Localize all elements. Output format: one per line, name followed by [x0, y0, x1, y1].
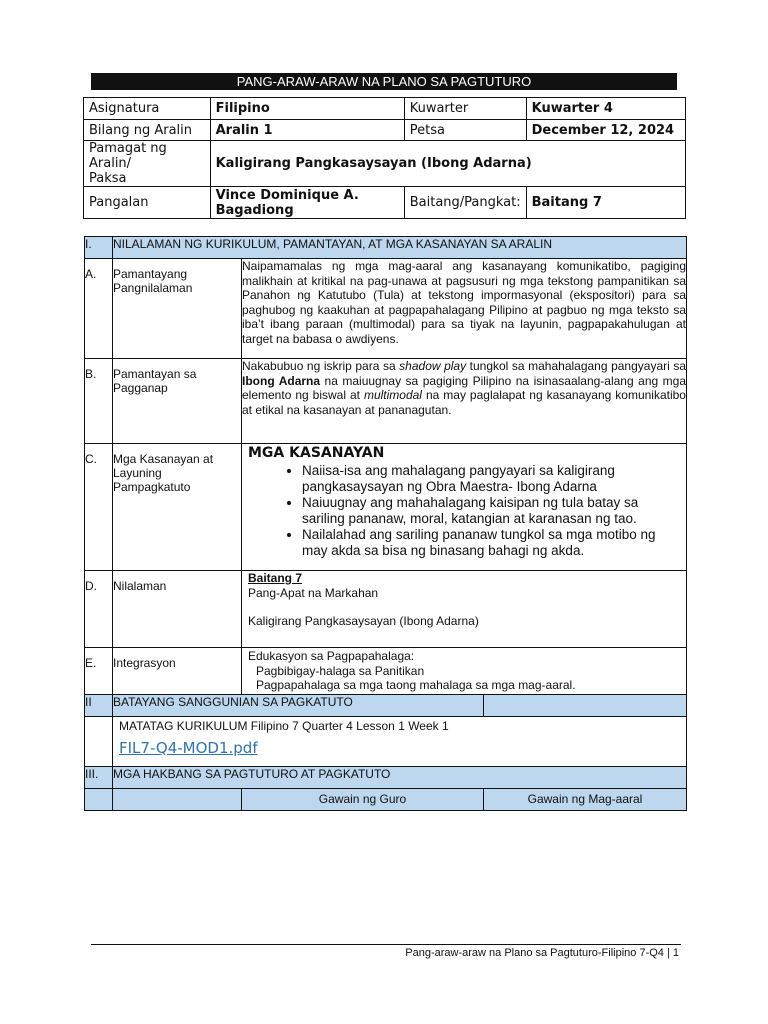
sanggunian-text: MATATAG KURIKULUM Filipino 7 Quarter 4 Lesson 1 Week 1 [119, 718, 449, 733]
row-letter: E. [85, 648, 113, 695]
text-run: tungkol sa mahahalagang pangyayari sa [466, 359, 687, 373]
gawain-guro-header: Gawain ng Guro [242, 788, 484, 810]
list-item: • Naiisa-isa ang mahalagang pangyayari sa kaligirang pangkasaysayan ng Obra Maestra- Ibong Adarna [302, 463, 680, 495]
pamagat-label-line: Paksa [89, 171, 127, 186]
list-item: • Nailalahad ang sariling pananaw tungkol sa mga motibo ng may akda sa bisa ng binasang bahagi ng akda. [302, 527, 680, 559]
spacer [248, 600, 680, 614]
text-run: Nakabubuo ng iskrip para sa [242, 359, 400, 373]
integrasyon-heading: Edukasyon sa Pagpapahalaga: [248, 649, 415, 663]
text-run: na may paglalapat ng kasanayang komunikatibo at etikal na kasanayan at pananagutan. [242, 388, 686, 417]
asignatura-label: Asignatura [84, 98, 211, 120]
pangalan-line: Vince Dominique A. [215, 187, 359, 203]
row-label-line: Pangnilalaman [113, 281, 193, 295]
aralin-label: Bilang ng Aralin [84, 120, 211, 141]
mga-kasanayan-heading: MGA KASANAYAN [248, 445, 385, 461]
row-label [113, 359, 242, 444]
empty-cell [85, 788, 113, 810]
kuwarter-value: Kuwarter 4 [526, 98, 685, 120]
text-run-italic: multimodal [363, 388, 422, 403]
section-title: BATAYANG SANGGUNIAN SA PAGKATUTO [113, 694, 484, 716]
row-label-line: Pampagkatuto [113, 480, 191, 494]
pamagat-label-line: Pamagat ng [89, 141, 167, 156]
nilalaman-baitang: Baitang 7 [248, 571, 303, 585]
text-run-italic: shadow play [399, 359, 467, 373]
empty-cell [113, 788, 242, 810]
document-title: PANG-ARAW-ARAW NA PLANO SA PAGTUTURO [91, 73, 677, 90]
row-label-line: Pamantayang [113, 267, 188, 281]
pamagat-value: Kaligirang Pangkasaysayan (Ibong Adarna) [210, 141, 685, 187]
section-number: III. [85, 766, 113, 788]
section-header-cell [484, 694, 687, 716]
text-run-bold: Ibong Adarna [242, 373, 321, 388]
empty-cell [85, 716, 113, 766]
pangalan-value [210, 187, 404, 219]
pangalan-label: Pangalan [84, 187, 211, 219]
row-label: Nilalaman [113, 571, 242, 648]
row-label-line: Layuning [113, 466, 162, 480]
petsa-label: Petsa [404, 120, 526, 141]
section-title: NILALAMAN NG KURIKULUM, PAMANTAYAN, AT MGA KASANAYAN SA ARALIN [113, 237, 687, 259]
row-letter: D. [85, 571, 113, 648]
pamantayan-sa-pagganap-text [242, 359, 687, 444]
footer-divider [91, 944, 681, 945]
baitang-label: Baitang/Pangkat: [404, 187, 526, 219]
section-title: MGA HAKBANG SA PAGTUTURO AT PAGKATUTO [113, 766, 687, 788]
petsa-value: December 12, 2024 [526, 120, 685, 141]
gawain-magaaral-header: Gawain ng Mag-aaral [484, 788, 687, 810]
module-pdf-link[interactable]: FIL7-Q4-MOD1.pdf [119, 738, 258, 757]
nilalaman-paksa: Kaligirang Pangkasaysayan (Ibong Adarna) [248, 614, 479, 628]
text-run: na maiuugnay sa pagiging Pilipino na isinasaalang-alang ang mga elemento ng biswal at [242, 373, 686, 403]
row-label-line: Pamantayan sa [113, 367, 197, 381]
aralin-value: Aralin 1 [210, 120, 404, 141]
kuwarter-label: Kuwarter [404, 98, 526, 120]
nilalaman-cell [242, 571, 687, 648]
list-item: • Naiuugnay ang mahahalagang kaisipan ng tula batay sa sariling pananaw, moral, katangian at karanasan ng tao. [302, 495, 680, 527]
row-letter: A. [85, 259, 113, 359]
row-label [113, 259, 242, 359]
sanggunian-cell [113, 716, 687, 766]
pamagat-label [84, 141, 211, 187]
header-table [83, 97, 686, 219]
pamagat-label-line: Aralin/ [89, 156, 132, 171]
row-letter: B. [85, 359, 113, 444]
page-footer: Pang-araw-araw na Plano sa Pagtuturo-Filipino 7-Q4 | 1 [405, 947, 679, 959]
row-label-line: Pagganap [113, 381, 168, 395]
integrasyon-item: Pagpapahalaga sa mga taong mahalaga sa mga mag-aaral. [256, 678, 576, 692]
pangalan-line: Bagadiong [215, 202, 294, 218]
pamantayang-pangnilalaman-text: Naipamamalas ng mga mag-aaral ang kasanayang komunikatibo, pagiging malikhain at kritikal na pag-unawa at pagsusuri ng mga tekstong pampanitikan sa Panahon ng Katutubo (Tula) at tekstong impormasyonal (ekspositori) para sa paghubog ng kaakuhan at pagpapahalagang Pilipino at pagbuo ng mga teksto sa iba’t ibang paraan (multimodal) para sa tiyak na layunin, pagpapakahulugan at target na babasa o awdiyens. [242, 259, 687, 359]
section-number: I. [85, 237, 113, 259]
integrasyon-cell [242, 648, 687, 695]
nilalaman-markahan: Pang-Apat na Markahan [248, 585, 379, 600]
row-label: Integrasyon [113, 648, 242, 695]
asignatura-value: Filipino [210, 98, 404, 120]
row-letter: C. [85, 444, 113, 571]
row-label [113, 444, 242, 571]
row-label-line: Mga Kasanayan at [113, 452, 214, 466]
integrasyon-item: Pagbibigay-halaga sa Panitikan [256, 663, 425, 678]
kasanayan-list [248, 463, 680, 559]
lesson-plan-table [84, 236, 687, 811]
baitang-value: Baitang 7 [526, 187, 685, 219]
mga-kasanayan-cell [242, 444, 687, 571]
section-number: II [85, 694, 113, 716]
